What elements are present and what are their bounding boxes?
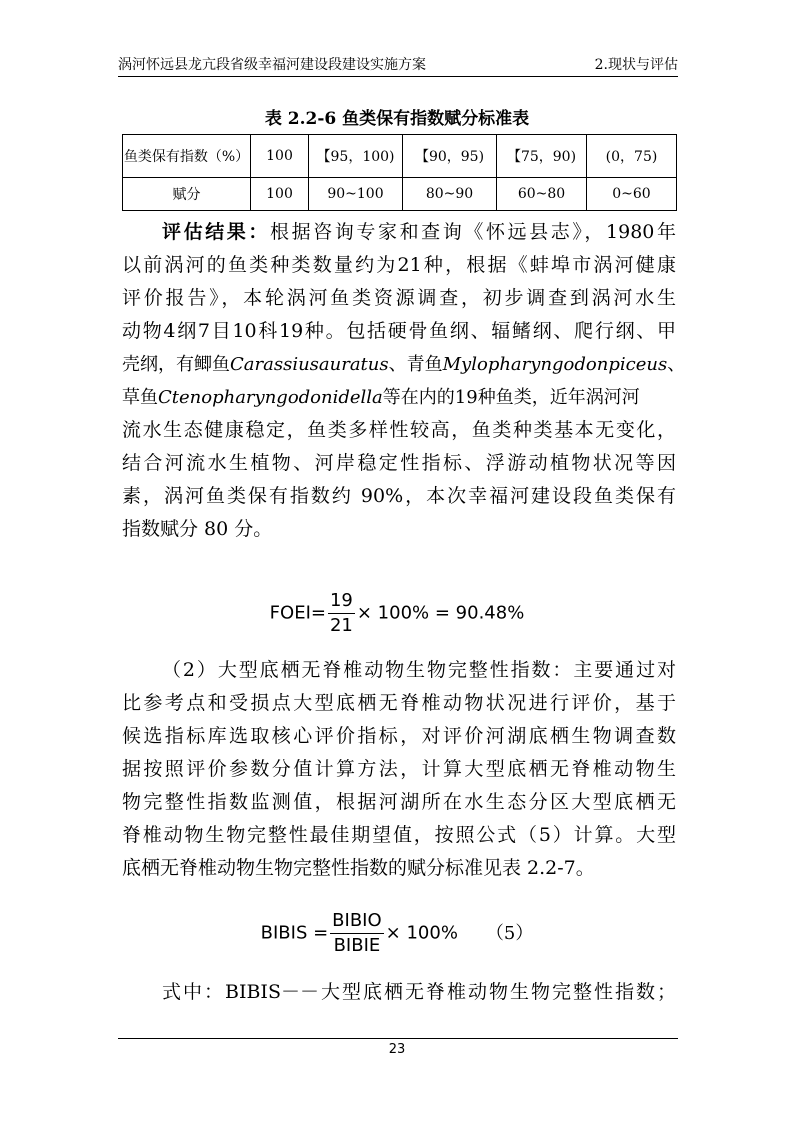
header-section-title: 2.现状与评估 — [594, 57, 678, 73]
bibis-formula — [0, 910, 794, 957]
paragraph-line: 评估结果：根据咨询专家和查询《怀远县志》，1980年 — [162, 221, 676, 243]
paragraph-line: （2）大型底栖无脊椎动物生物完整性指数：主要通过对 — [162, 659, 676, 681]
paragraph-line: 流水生态健康稳定，鱼类多样性较高，鱼类种类基本无变化， — [122, 419, 676, 441]
paragraph-line: 物完整性指数监测值，根据河湖所在水生态分区大型底栖无 — [122, 791, 676, 813]
bibi-paragraph — [122, 654, 676, 885]
paragraph-line: 结合河流水生植物、河岸稳定性指标、浮游动植物状况等因 — [122, 452, 676, 474]
formula-lhs: FOEI= — [269, 602, 326, 624]
table-cell: 【95，100) — [309, 135, 403, 178]
table-cell: 100 — [251, 135, 309, 178]
table-cell: 【90，95) — [403, 135, 497, 178]
paragraph-line: 以前涡河的鱼类种类数量约为21种，根据《蚌埠市涡河健康 — [122, 254, 676, 276]
equation-number: （5） — [485, 922, 534, 944]
table-cell: 【75，90) — [497, 135, 587, 178]
formula-lhs: BIBIS = — [260, 922, 329, 944]
fraction-denominator: 21 — [329, 615, 353, 636]
fish-index-score-table — [122, 134, 677, 211]
formula-rhs: × 100% — [385, 922, 458, 944]
page-number: 23 — [388, 1042, 406, 1057]
paragraph-line: 底栖无脊椎动物生物完整性指数的赋分标准见表 2.2-7。 — [122, 857, 595, 879]
formula-fraction — [330, 910, 383, 957]
table-row — [123, 135, 677, 178]
formula-fraction — [328, 590, 355, 637]
assessment-result-paragraph — [122, 216, 686, 546]
table-row — [123, 178, 677, 211]
paragraph-line: 素，涡河鱼类保有指数约 90%，本次幸福河建设段鱼类保有 — [122, 485, 676, 507]
definition-paragraph — [122, 976, 676, 1009]
header-document-title: 涡河怀远县龙亢段省级幸福河建设段建设实施方案 — [118, 57, 426, 73]
table-cell: 60~80 — [497, 178, 587, 211]
foei-formula — [0, 590, 794, 637]
paragraph-line: 脊椎动物生物完整性最佳期望值，按照公式（5）计算。大型 — [122, 824, 676, 846]
paragraph-line: 评价报告》，本轮涡河鱼类资源调查，初步调查到涡河水生 — [122, 287, 676, 309]
paragraph-line: 草鱼Ctenopharyngodonidella等在内的19种鱼类，近年涡河河 — [122, 387, 640, 408]
paragraph-line: 比参考点和受损点大型底栖无脊椎动物状况进行评价，基于 — [122, 692, 676, 714]
paragraph-line: 指数赋分 80 分。 — [122, 518, 273, 540]
page-header — [118, 52, 678, 77]
paragraph-line: 据按照评价参数分值计算方法，计算大型底栖无脊椎动物生 — [122, 758, 676, 780]
table-cell: 90~100 — [309, 178, 403, 211]
paragraph-line: 动物4纲7目10科19种。包括硬骨鱼纲、辐鳍纲、爬行纲、甲 — [122, 320, 676, 342]
table-cell: 100 — [251, 178, 309, 211]
fraction-numerator: 19 — [328, 590, 355, 614]
table-cell: (0，75) — [587, 135, 677, 178]
fraction-denominator: BIBIE — [333, 935, 381, 956]
table-cell: 赋分 — [123, 178, 251, 211]
table-cell: 鱼类保有指数（%） — [123, 135, 251, 178]
paragraph-line: 壳纲，有鲫鱼Carassiusauratus、青鱼Mylopharyngodonpiceus、 — [122, 354, 686, 375]
footer-divider — [118, 1038, 678, 1039]
table-cell: 80~90 — [403, 178, 497, 211]
species-name: Carassiusauratus — [230, 354, 389, 375]
species-name: Ctenopharyngodonidella — [158, 387, 383, 408]
formula-rhs: × 100% = 90.48% — [356, 602, 525, 624]
result-label: 评估结果： — [162, 221, 270, 243]
paragraph-line: 式中：BIBIS－－大型底栖无脊椎动物生物完整性指数； — [162, 981, 676, 1003]
table-caption: 表 2.2-6 鱼类保有指数赋分标准表 — [264, 109, 530, 129]
fraction-numerator: BIBIO — [330, 910, 383, 934]
paragraph-line: 候选指标库选取核心评价指标，对评价河湖底栖生物调查数 — [122, 725, 676, 747]
table-cell: 0~60 — [587, 178, 677, 211]
species-name: Mylopharyngodonpiceus — [442, 354, 668, 375]
